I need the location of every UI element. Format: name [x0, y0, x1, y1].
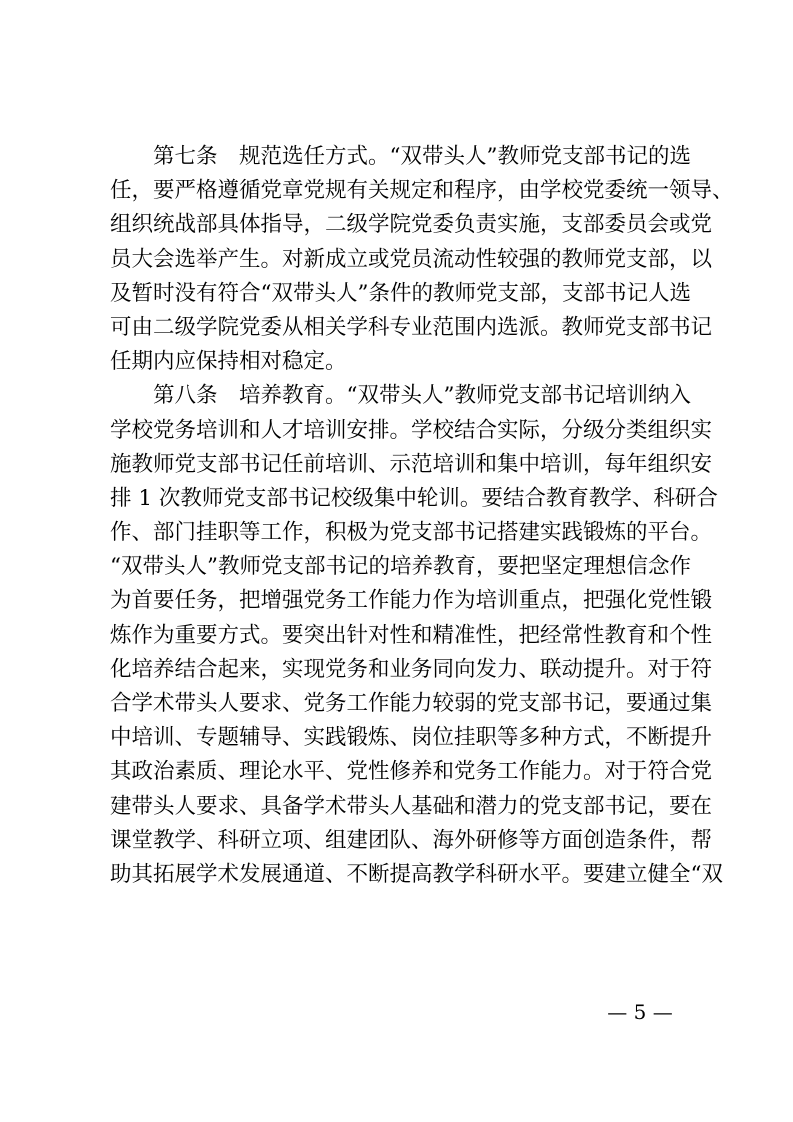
text-line: 员大会选举产生。对新成立或党员流动性较强的教师党支部，以	[110, 246, 713, 272]
text-line: 组织统战部具体指导，二级学院党委负责实施，支部委员会或党	[110, 212, 713, 238]
text-line: 课堂教学、科研立项、组建团队、海外研修等方面创造条件，帮	[110, 827, 713, 853]
body-text	[110, 140, 734, 892]
paragraph-article-7	[110, 140, 734, 379]
text-line: 第八条 培养教育。“双带头人”教师党支部书记培训纳入	[110, 383, 691, 409]
text-line: 炼作为重要方式。要突出针对性和精准性，把经常性教育和个性	[110, 622, 713, 648]
text-line: 施教师党支部书记任前培训、示范培训和集中培训，每年组织安	[110, 451, 713, 477]
text-line: “双带头人”教师党支部书记的培养教育，要把坚定理想信念作	[110, 554, 691, 580]
text-line: 为首要任务，把增强党务工作能力作为培训重点，把强化党性锻	[110, 588, 713, 614]
text-line: 任，要严格遵循党章党规有关规定和程序，由学校党委统一领导、	[110, 178, 734, 204]
text-line: 学校党务培训和人才培训安排。学校结合实际，分级分类组织实	[110, 417, 713, 443]
paragraph-article-8	[110, 379, 723, 892]
text-line: 可由二级学院党委从相关学科专业范围内选派。教师党支部书记	[110, 314, 713, 340]
text-line: 第七条 规范选任方式。“双带头人”教师党支部书记的选	[110, 144, 691, 169]
text-line: 建带头人要求、具备学术带头人基础和潜力的党支部书记，要在	[110, 793, 713, 819]
text-line: 中培训、专题辅导、实践锻炼、岗位挂职等多种方式，不断提升	[110, 725, 713, 751]
text-line: 排 1 次教师党支部书记校级集中轮训。要结合教育教学、科研合	[110, 485, 718, 511]
text-line: 任期内应保持相对稳定。	[110, 349, 347, 375]
text-line: 助其拓展学术发展通道、不断提高教学科研水平。要建立健全“双	[110, 861, 723, 887]
text-line: 其政治素质、理论水平、党性修养和党务工作能力。对于符合党	[110, 759, 713, 785]
text-line: 合学术带头人要求、党务工作能力较弱的党支部书记，要通过集	[110, 691, 713, 716]
text-line: 及暂时没有符合“双带头人”条件的教师党支部，支部书记人选	[110, 280, 691, 306]
text-line: 作、部门挂职等工作，积极为党支部书记搭建实践锻炼的平台。	[110, 520, 713, 546]
text-line: 化培养结合起来，实现党务和业务同向发力、联动提升。对于符	[110, 656, 713, 682]
page-number: — 5 —	[607, 1000, 673, 1024]
